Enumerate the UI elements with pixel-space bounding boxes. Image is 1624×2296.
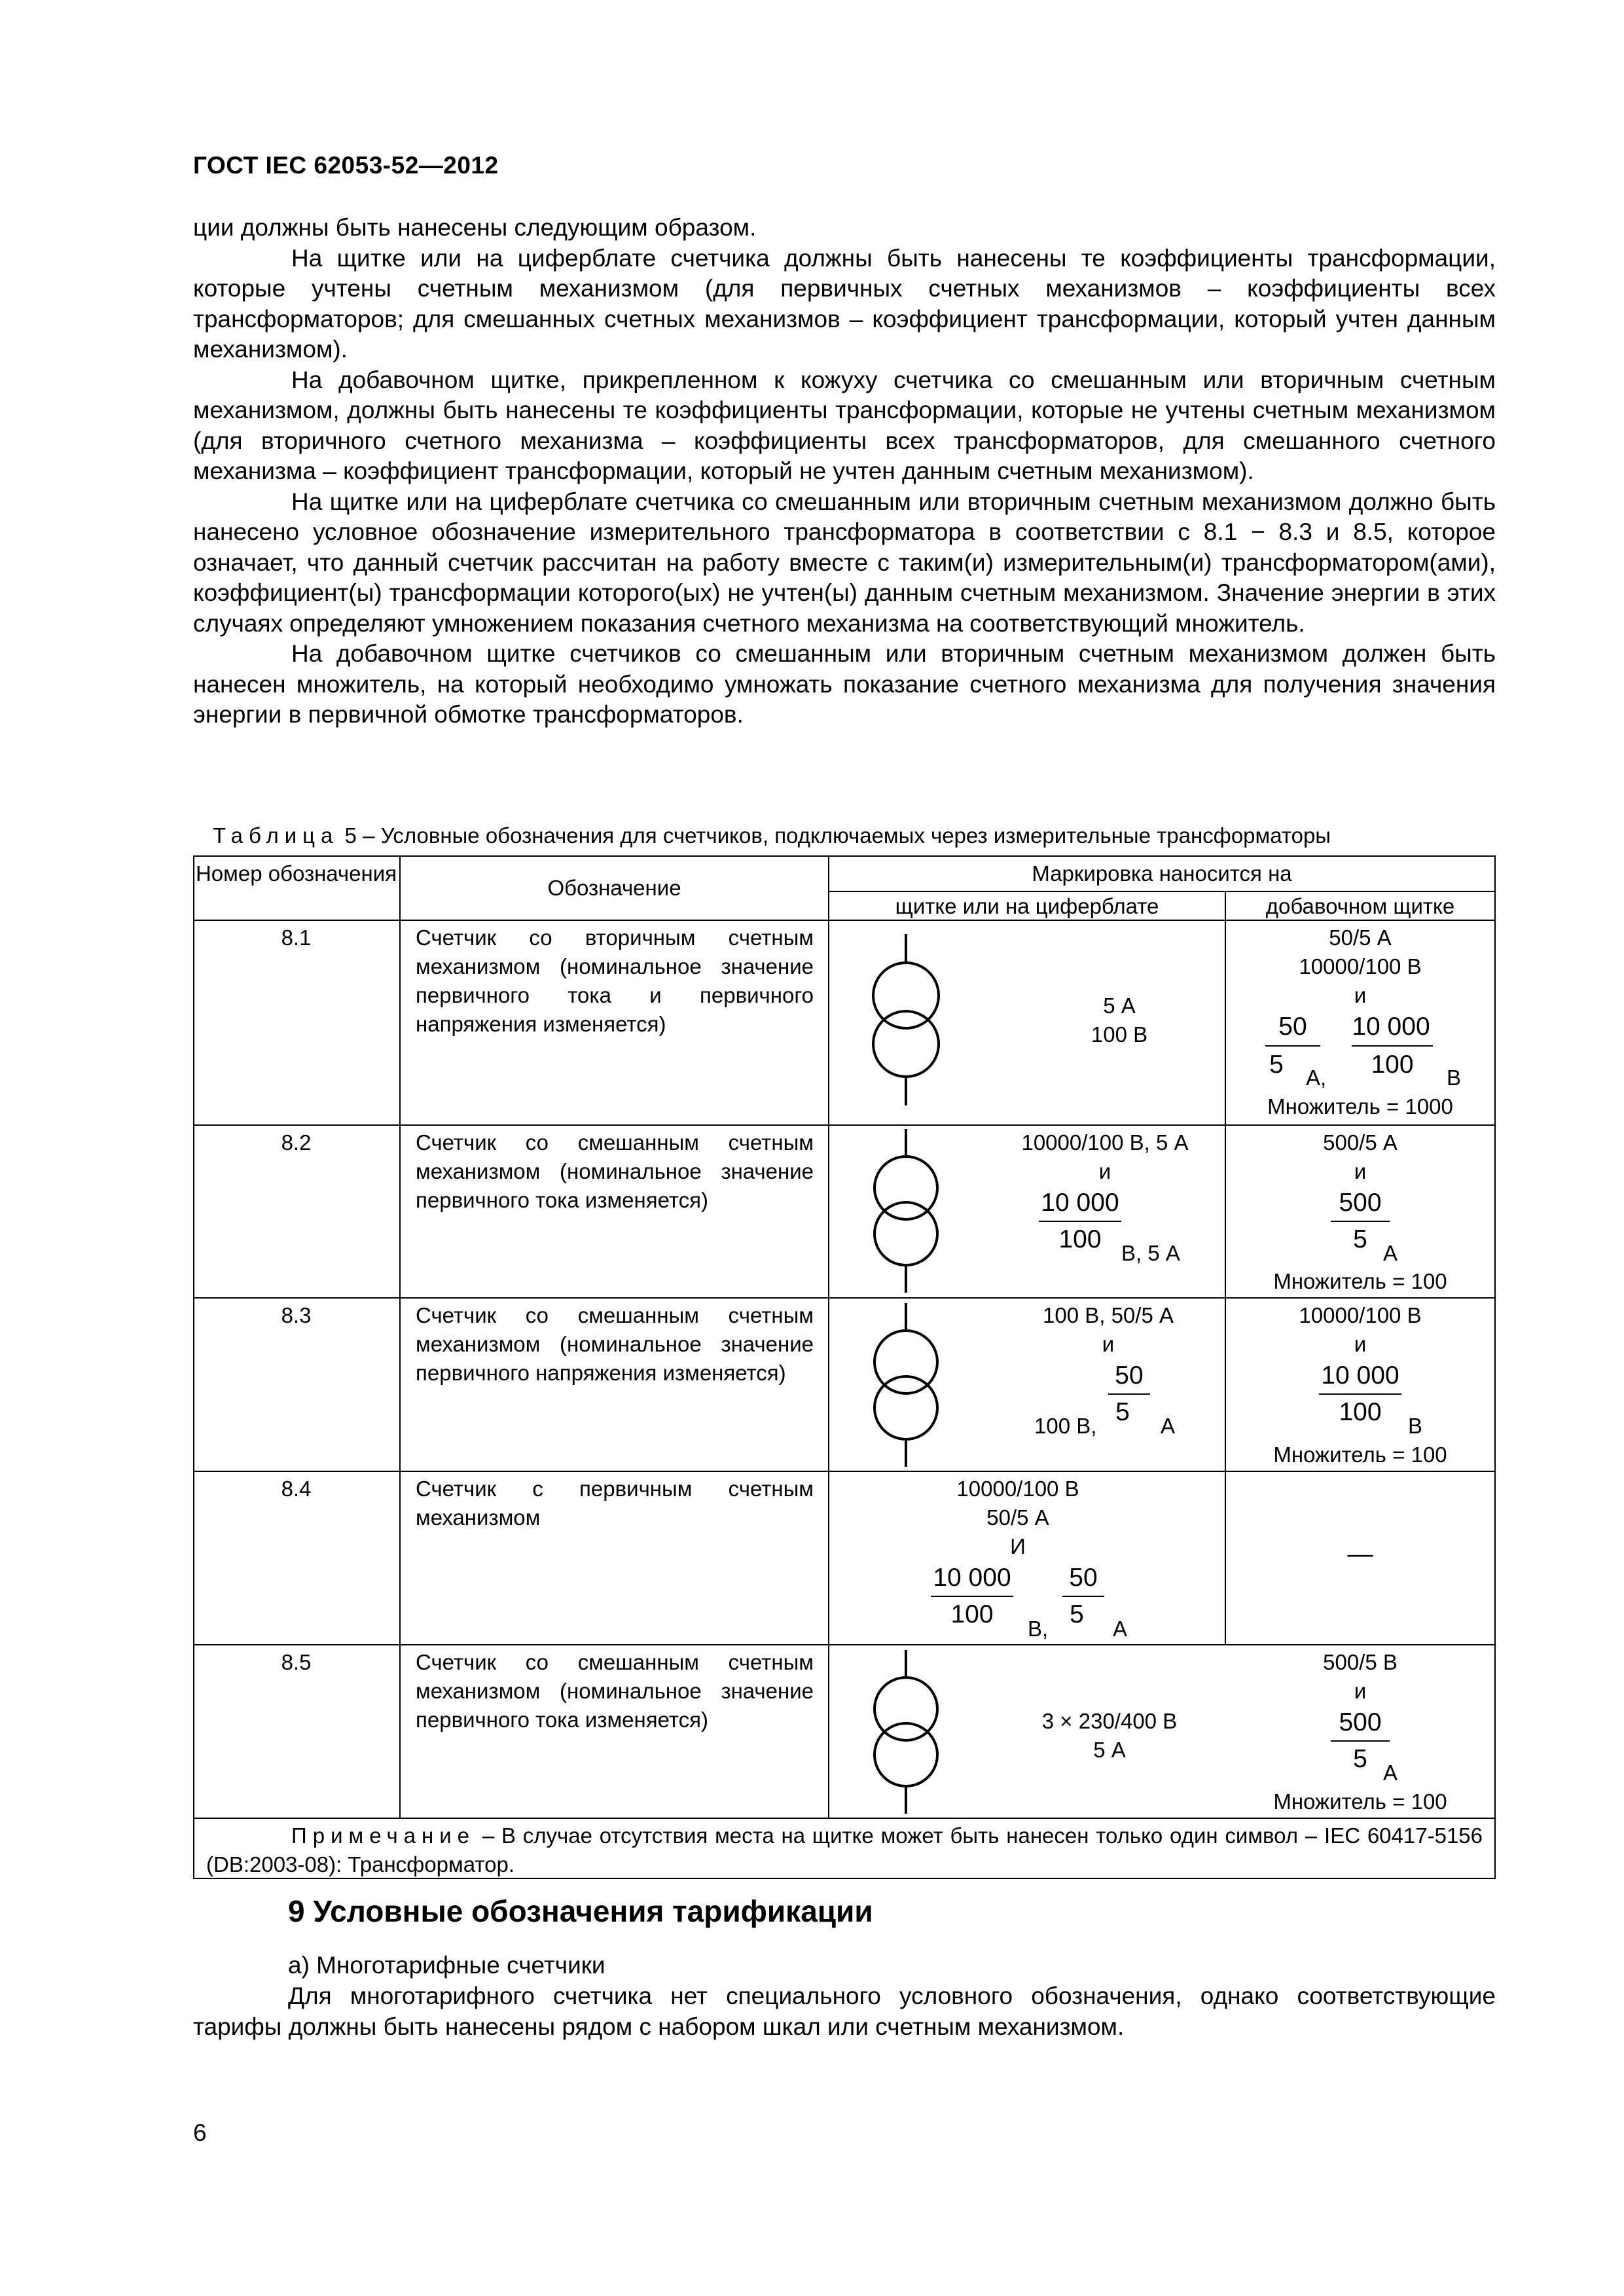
conjunction: И — [1010, 1534, 1026, 1558]
unit: А, — [1306, 1066, 1327, 1090]
fraction-denominator: 100 — [1058, 1225, 1102, 1253]
fraction-numerator: 10 000 — [1041, 1189, 1119, 1217]
conjunction: и — [1102, 1332, 1115, 1356]
table-caption — [213, 823, 1496, 848]
header-number: Номер обозначения — [195, 861, 397, 886]
transformer-symbol-icon — [870, 1303, 942, 1467]
fraction-numerator: 500 — [1339, 1708, 1382, 1736]
table-caption-text: 5 – Условные обозначения для счетчиков, подключаемых через измерительные трансформаторы — [338, 823, 1331, 848]
header-marking: Маркировка наносится на — [1032, 861, 1292, 886]
fraction-denominator: 5 — [1070, 1600, 1084, 1628]
dial-marking-line: 100 В — [1091, 1022, 1148, 1047]
row-number: 8.4 — [281, 1477, 312, 1501]
row-number: 8.3 — [281, 1303, 312, 1327]
dial-marking-prefix: 100 В, — [1034, 1414, 1097, 1438]
transformer-symbol-icon — [870, 1650, 942, 1814]
row-description: Счетчик со смешанным счетным механизмом (номинальное значение первичного тока изменяется) — [416, 1650, 814, 1732]
fraction-numerator: 50 — [1278, 1013, 1307, 1041]
unit: А — [1383, 1761, 1398, 1785]
unit: В — [1447, 1066, 1462, 1090]
fraction-bar — [1108, 1393, 1150, 1395]
dial-marking-line: 10000/100 В — [956, 1477, 1079, 1501]
row-number: 8.1 — [281, 925, 312, 950]
fraction-denominator: 5 — [1353, 1225, 1367, 1253]
extra-marking-line: 500/5 В — [1323, 1650, 1398, 1674]
dash-empty-value: — — [1347, 1540, 1373, 1568]
document-code-header: ГОСТ IEC 62053-52—2012 — [193, 152, 499, 179]
multiplier: Множитель = 100 — [1273, 1789, 1447, 1814]
dial-marking-line: 5 А — [1093, 1738, 1126, 1762]
row-description: Счетчик со смешанным счетным механизмом (номинальное значение первичного тока изменяется) — [416, 1130, 814, 1212]
unit: А — [1383, 1241, 1398, 1265]
fraction-bar — [1352, 1045, 1433, 1047]
row-description: Счетчик со вторичным счетным механизмом (номинальное значение первичного тока и первичного напряжения изменяется) — [416, 925, 814, 1036]
fraction-numerator: 10 000 — [1352, 1013, 1430, 1041]
fraction-numerator: 50 — [1069, 1564, 1098, 1592]
header-designation: Обозначение — [547, 876, 681, 900]
page-number: 6 — [193, 2119, 207, 2146]
unit: А — [1161, 1414, 1176, 1438]
extra-marking-line: 500/5 А — [1323, 1130, 1398, 1155]
header-dial: щитке или на циферблате — [895, 894, 1159, 918]
transformer-symbol-icon — [870, 1129, 942, 1293]
row-description: Счетчик с первичным счетным механизмом — [416, 1477, 814, 1530]
unit: В — [1408, 1414, 1423, 1438]
table-note — [206, 1821, 1483, 1879]
dial-marking-line: 3 × 230/400 В — [1041, 1709, 1178, 1733]
fraction-denominator: 5 — [1353, 1745, 1367, 1773]
row-number: 8.5 — [281, 1650, 312, 1674]
multiplier: Множитель = 100 — [1273, 1443, 1447, 1467]
dial-marking-line: 10000/100 В, 5 А — [1021, 1130, 1189, 1155]
body-text — [193, 213, 1496, 730]
section-text — [193, 1981, 1496, 2042]
fraction-numerator: 50 — [1115, 1361, 1144, 1390]
extra-marking-line: 10000/100 В — [1299, 954, 1422, 978]
fraction-bar — [1062, 1596, 1104, 1597]
fraction-denominator: 100 — [1371, 1050, 1414, 1079]
fraction-denominator: 100 — [1339, 1398, 1382, 1426]
unit: В, — [1028, 1617, 1049, 1641]
paragraph: ции должны быть нанесены следующим образом. — [193, 214, 757, 241]
table-note-label: Примечание — [291, 1823, 476, 1848]
header-extra-plate: добавочном щитке — [1265, 894, 1455, 918]
paragraph: На щитке или на циферблате счетчика со смешанным или вторичным счетным механизмом должно быть нанесено условное обозначение измерительного трансформатора в соответствии с 8.1 − 8.3 и 8.5, которое означает, что данный счетчик рассчитан на работу вместе с таким(и) измерительным(и) трансформатором(ами), коэффициент(ы) трансформации которого(ых) не учтен(ы) данным счетным механизмом. Значение энергии в этих случаях определяют умножением показания счетного механизма на соответствующий множитель. — [193, 488, 1496, 637]
fraction-bar — [1331, 1740, 1390, 1742]
conjunction: и — [1098, 1159, 1111, 1183]
paragraph: На добавочном щитке, прикрепленном к кожуху счетчика со смешанным или вторичным счетным механизмом, должны быть нанесены те коэффициенты трансформации, которые не учтены счетным механизмом (для вторичного счетного механизма – коэффициенты всех трансформаторов, для смешанного счетного механизма – коэффициент трансформации, который не учтен данным счетным механизмом). — [193, 366, 1496, 484]
fraction-denominator: 5 — [1115, 1398, 1130, 1426]
fraction-denominator: 5 — [1269, 1050, 1284, 1079]
fraction-denominator: 100 — [950, 1600, 994, 1628]
table-caption-label: Таблица — [213, 823, 339, 848]
extra-marking-line: 50/5 А — [1329, 925, 1392, 950]
section-heading: 9 Условные обозначения тарификации — [288, 1894, 873, 1928]
paragraph: На добавочном щитке счетчиков со смешанным или вторичным счетным механизмом должен быть нанесен множитель, на который необходимо умножать показание счетного механизма для получения значения энергии в первичной обмотке трансформаторов. — [193, 640, 1496, 728]
fraction-bar — [931, 1596, 1013, 1597]
conjunction: и — [1354, 1679, 1367, 1703]
paragraph: На щитке или на циферблате счетчика должны быть нанесены те коэффициенты трансформации, которые учтены счетным механизмом (для первичных счетных механизмов – коэффициенты всех трансформаторов; для смешанных счетных механизмов – коэффициент трансформации, который учтен данным механизмом). — [193, 244, 1496, 363]
subsection-label: а) Многотарифные счетчики — [288, 1952, 605, 1979]
dial-marking-line: 100 В, 50/5 А — [1043, 1303, 1174, 1327]
fraction-numerator: 10 000 — [1321, 1361, 1399, 1390]
fraction-bar — [1039, 1221, 1121, 1222]
conjunction: и — [1354, 1159, 1367, 1183]
table-note-text: – В случае отсутствия места на щитке может быть нанесен только один символ – IEC 60417-5156 (DB:2003-08): Трансформатор. — [206, 1823, 1483, 1876]
conjunction: и — [1354, 983, 1367, 1007]
meter-symbols-table — [193, 855, 1496, 1879]
row-description: Счетчик со смешанным счетным механизмом (номинальное значение первичного напряжения изменяется) — [416, 1303, 814, 1385]
paragraph: Для многотарифного счетчика нет специального условного обозначения, однако соответствующие тарифы должны быть нанесены рядом с набором шкал или счетным механизмом. — [193, 1982, 1496, 2040]
dial-marking-line: 50/5 А — [986, 1505, 1049, 1530]
unit: В, 5 А — [1121, 1241, 1180, 1265]
fraction-bar — [1265, 1045, 1320, 1047]
unit: А — [1113, 1617, 1128, 1641]
multiplier: Множитель = 100 — [1273, 1269, 1447, 1293]
multiplier: Множитель = 1000 — [1267, 1094, 1453, 1119]
dial-marking-line: 5 А — [1103, 994, 1136, 1018]
fraction-numerator: 10 000 — [933, 1564, 1011, 1592]
conjunction: и — [1354, 1332, 1367, 1356]
fraction-bar — [1319, 1393, 1401, 1395]
extra-marking-line: 10000/100 В — [1299, 1303, 1422, 1327]
row-number: 8.2 — [281, 1130, 312, 1155]
transformer-symbol-icon — [870, 934, 942, 1105]
fraction-numerator: 500 — [1339, 1189, 1382, 1217]
fraction-bar — [1331, 1221, 1390, 1222]
